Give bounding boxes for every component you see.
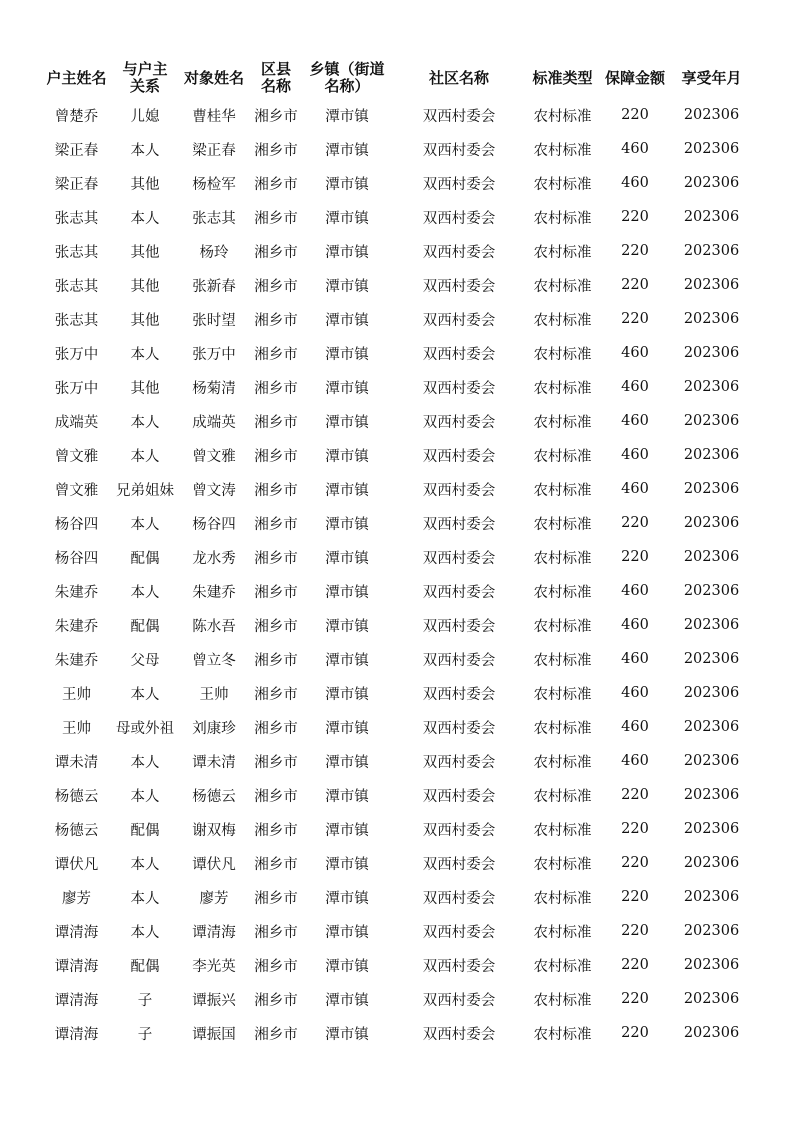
cell-subject-name: 谭振兴 xyxy=(192,992,236,1009)
table-row xyxy=(40,812,753,846)
cell-standard-type: 农村标准 xyxy=(533,516,592,533)
cell-amount: 460 xyxy=(621,379,649,395)
cell-head-name: 曾文雅 xyxy=(54,448,99,465)
cell-township: 潭市镇 xyxy=(325,482,369,499)
cell-period: 202306 xyxy=(683,617,740,633)
cell-amount: 460 xyxy=(621,413,649,429)
cell-relation: 本人 xyxy=(130,754,160,771)
cell-relation: 子 xyxy=(137,1026,153,1043)
cell-relation: 本人 xyxy=(130,346,160,363)
cell-standard-type: 农村标准 xyxy=(533,958,592,975)
cell-period: 202306 xyxy=(683,447,740,463)
cell-county: 湘乡市 xyxy=(254,924,298,941)
cell-county: 湘乡市 xyxy=(254,618,298,635)
cell-relation: 本人 xyxy=(130,210,160,227)
cell-subject-name: 张新春 xyxy=(192,278,236,295)
cell-township: 潭市镇 xyxy=(325,312,369,329)
table-row xyxy=(40,132,753,166)
cell-standard-type: 农村标准 xyxy=(533,108,592,125)
cell-head-name: 谭清海 xyxy=(54,924,99,941)
cell-amount: 460 xyxy=(621,481,649,497)
cell-standard-type: 农村标准 xyxy=(533,618,592,635)
table-row xyxy=(40,404,753,438)
header-relation: 与户主关系 xyxy=(122,60,168,95)
cell-county: 湘乡市 xyxy=(254,482,298,499)
cell-period: 202306 xyxy=(683,175,740,191)
document-page xyxy=(40,58,753,1050)
cell-head-name: 谭未清 xyxy=(54,754,99,771)
cell-township: 潭市镇 xyxy=(325,584,369,601)
cell-subject-name: 杨检军 xyxy=(192,176,236,193)
cell-standard-type: 农村标准 xyxy=(533,482,592,499)
cell-subject-name: 刘康珍 xyxy=(192,720,236,737)
cell-head-name: 梁正春 xyxy=(54,142,99,159)
cell-relation: 其他 xyxy=(130,312,160,329)
table-row xyxy=(40,166,753,200)
cell-relation: 本人 xyxy=(130,516,160,533)
cell-relation: 其他 xyxy=(130,380,160,397)
cell-standard-type: 农村标准 xyxy=(533,1026,592,1043)
cell-head-name: 杨谷四 xyxy=(54,516,99,533)
cell-period: 202306 xyxy=(683,821,740,837)
cell-community: 双西村委会 xyxy=(422,448,496,465)
cell-amount: 460 xyxy=(621,753,649,769)
table-row xyxy=(40,336,753,370)
cell-head-name: 朱建乔 xyxy=(54,584,99,601)
cell-subject-name: 成端英 xyxy=(192,414,236,431)
cell-head-name: 张志其 xyxy=(54,278,99,295)
cell-period: 202306 xyxy=(683,311,740,327)
cell-amount: 220 xyxy=(621,311,649,327)
cell-amount: 220 xyxy=(621,209,649,225)
cell-head-name: 朱建乔 xyxy=(54,652,99,669)
cell-head-name: 王帅 xyxy=(62,720,91,737)
cell-county: 湘乡市 xyxy=(254,380,298,397)
cell-community: 双西村委会 xyxy=(422,958,496,975)
cell-county: 湘乡市 xyxy=(254,958,298,975)
cell-county: 湘乡市 xyxy=(254,686,298,703)
cell-township: 潭市镇 xyxy=(325,380,369,397)
cell-amount: 220 xyxy=(621,107,649,123)
cell-township: 潭市镇 xyxy=(325,244,369,261)
cell-subject-name: 谭振国 xyxy=(192,1026,236,1043)
cell-county: 湘乡市 xyxy=(254,1026,298,1043)
cell-township: 潭市镇 xyxy=(325,652,369,669)
cell-relation: 其他 xyxy=(130,244,160,261)
cell-subject-name: 谭清海 xyxy=(192,924,236,941)
cell-relation: 子 xyxy=(137,992,153,1009)
cell-subject-name: 曾立冬 xyxy=(192,652,236,669)
cell-head-name: 王帅 xyxy=(62,686,91,703)
cell-subject-name: 曾文涛 xyxy=(192,482,236,499)
cell-head-name: 张万中 xyxy=(54,380,99,397)
cell-community: 双西村委会 xyxy=(422,380,496,397)
cell-standard-type: 农村标准 xyxy=(533,380,592,397)
cell-amount: 220 xyxy=(621,549,649,565)
cell-head-name: 谭清海 xyxy=(54,958,99,975)
cell-head-name: 谭清海 xyxy=(54,1026,99,1043)
cell-period: 202306 xyxy=(683,345,740,361)
cell-community: 双西村委会 xyxy=(422,754,496,771)
cell-community: 双西村委会 xyxy=(422,822,496,839)
cell-standard-type: 农村标准 xyxy=(533,244,592,261)
cell-relation: 配偶 xyxy=(130,550,160,567)
table-row xyxy=(40,234,753,268)
cell-county: 湘乡市 xyxy=(254,652,298,669)
table-row xyxy=(40,370,753,404)
cell-standard-type: 农村标准 xyxy=(533,720,592,737)
cell-amount: 220 xyxy=(621,243,649,259)
header-row xyxy=(40,58,753,98)
cell-period: 202306 xyxy=(683,107,740,123)
cell-amount: 460 xyxy=(621,345,649,361)
cell-relation: 父母 xyxy=(130,652,160,669)
cell-relation: 儿媳 xyxy=(130,108,160,125)
cell-head-name: 曾楚乔 xyxy=(54,108,99,125)
cell-relation: 本人 xyxy=(130,142,160,159)
header-period: 享受年月 xyxy=(681,68,742,87)
cell-relation: 兄弟姐妹 xyxy=(116,482,174,499)
cell-amount: 460 xyxy=(621,583,649,599)
cell-head-name: 梁正春 xyxy=(54,176,99,193)
cell-township: 潭市镇 xyxy=(325,788,369,805)
cell-township: 潭市镇 xyxy=(325,822,369,839)
cell-head-name: 廖芳 xyxy=(62,890,91,907)
table-row xyxy=(40,200,753,234)
cell-community: 双西村委会 xyxy=(422,584,496,601)
cell-subject-name: 陈水吾 xyxy=(192,618,236,635)
cell-county: 湘乡市 xyxy=(254,822,298,839)
cell-standard-type: 农村标准 xyxy=(533,176,592,193)
cell-county: 湘乡市 xyxy=(254,720,298,737)
cell-community: 双西村委会 xyxy=(422,244,496,261)
cell-amount: 220 xyxy=(621,515,649,531)
cell-community: 双西村委会 xyxy=(422,108,496,125)
cell-relation: 本人 xyxy=(130,448,160,465)
header-head-name: 户主姓名 xyxy=(46,68,107,87)
cell-community: 双西村委会 xyxy=(422,516,496,533)
cell-subject-name: 谭伏凡 xyxy=(192,856,236,873)
cell-community: 双西村委会 xyxy=(422,142,496,159)
cell-relation: 本人 xyxy=(130,414,160,431)
cell-county: 湘乡市 xyxy=(254,754,298,771)
cell-standard-type: 农村标准 xyxy=(533,584,592,601)
cell-relation: 配偶 xyxy=(130,822,160,839)
cell-standard-type: 农村标准 xyxy=(533,686,592,703)
cell-community: 双西村委会 xyxy=(422,550,496,567)
cell-community: 双西村委会 xyxy=(422,618,496,635)
cell-county: 湘乡市 xyxy=(254,448,298,465)
cell-period: 202306 xyxy=(683,209,740,225)
cell-relation: 本人 xyxy=(130,686,160,703)
cell-township: 潭市镇 xyxy=(325,346,369,363)
cell-period: 202306 xyxy=(683,957,740,973)
table-row xyxy=(40,472,753,506)
cell-amount: 220 xyxy=(621,277,649,293)
cell-township: 潭市镇 xyxy=(325,686,369,703)
cell-subject-name: 杨谷四 xyxy=(192,516,236,533)
cell-township: 潭市镇 xyxy=(325,754,369,771)
cell-county: 湘乡市 xyxy=(254,992,298,1009)
cell-county: 湘乡市 xyxy=(254,312,298,329)
cell-head-name: 杨德云 xyxy=(54,788,99,805)
cell-county: 湘乡市 xyxy=(254,210,298,227)
cell-standard-type: 农村标准 xyxy=(533,652,592,669)
cell-county: 湘乡市 xyxy=(254,550,298,567)
header-amount: 保障金额 xyxy=(604,68,665,87)
cell-head-name: 杨谷四 xyxy=(54,550,99,567)
cell-community: 双西村委会 xyxy=(422,278,496,295)
cell-standard-type: 农村标准 xyxy=(533,142,592,159)
table-row xyxy=(40,302,753,336)
cell-period: 202306 xyxy=(683,583,740,599)
cell-subject-name: 曾文雅 xyxy=(192,448,236,465)
cell-township: 潭市镇 xyxy=(325,210,369,227)
cell-relation: 本人 xyxy=(130,584,160,601)
header-subject-name: 对象姓名 xyxy=(183,68,244,87)
cell-county: 湘乡市 xyxy=(254,142,298,159)
cell-community: 双西村委会 xyxy=(422,720,496,737)
cell-subject-name: 曹桂华 xyxy=(192,108,236,125)
cell-head-name: 张志其 xyxy=(54,210,99,227)
cell-head-name: 杨德云 xyxy=(54,822,99,839)
cell-township: 潭市镇 xyxy=(325,550,369,567)
table-row xyxy=(40,676,753,710)
cell-period: 202306 xyxy=(683,855,740,871)
cell-community: 双西村委会 xyxy=(422,924,496,941)
cell-relation: 本人 xyxy=(130,924,160,941)
header-community: 社区名称 xyxy=(428,68,489,87)
cell-subject-name: 杨菊清 xyxy=(192,380,236,397)
cell-standard-type: 农村标准 xyxy=(533,822,592,839)
cell-township: 潭市镇 xyxy=(325,142,369,159)
cell-head-name: 曾文雅 xyxy=(54,482,99,499)
cell-township: 潭市镇 xyxy=(325,618,369,635)
cell-standard-type: 农村标准 xyxy=(533,856,592,873)
cell-standard-type: 农村标准 xyxy=(533,788,592,805)
cell-amount: 460 xyxy=(621,141,649,157)
table-row xyxy=(40,846,753,880)
cell-township: 潭市镇 xyxy=(325,414,369,431)
cell-standard-type: 农村标准 xyxy=(533,992,592,1009)
table-row xyxy=(40,778,753,812)
cell-head-name: 成端英 xyxy=(54,414,99,431)
cell-county: 湘乡市 xyxy=(254,584,298,601)
cell-relation: 本人 xyxy=(130,856,160,873)
cell-period: 202306 xyxy=(683,991,740,1007)
cell-subject-name: 廖芳 xyxy=(199,890,229,907)
cell-head-name: 谭清海 xyxy=(54,992,99,1009)
cell-standard-type: 农村标准 xyxy=(533,550,592,567)
cell-subject-name: 张志其 xyxy=(192,210,236,227)
cell-standard-type: 农村标准 xyxy=(533,414,592,431)
cell-relation: 配偶 xyxy=(130,958,160,975)
cell-amount: 460 xyxy=(621,651,649,667)
table-row xyxy=(40,98,753,132)
cell-relation: 本人 xyxy=(130,890,160,907)
cell-community: 双西村委会 xyxy=(422,890,496,907)
cell-county: 湘乡市 xyxy=(254,278,298,295)
cell-county: 湘乡市 xyxy=(254,176,298,193)
cell-period: 202306 xyxy=(683,549,740,565)
table-body xyxy=(40,98,753,1050)
table-row xyxy=(40,914,753,948)
cell-amount: 220 xyxy=(621,923,649,939)
table-row xyxy=(40,506,753,540)
cell-community: 双西村委会 xyxy=(422,312,496,329)
cell-period: 202306 xyxy=(683,685,740,701)
cell-county: 湘乡市 xyxy=(254,516,298,533)
table-row xyxy=(40,268,753,302)
cell-subject-name: 谢双梅 xyxy=(192,822,236,839)
table-row xyxy=(40,744,753,778)
cell-head-name: 张志其 xyxy=(54,244,99,261)
cell-period: 202306 xyxy=(683,243,740,259)
cell-head-name: 张志其 xyxy=(54,312,99,329)
cell-county: 湘乡市 xyxy=(254,890,298,907)
cell-period: 202306 xyxy=(683,277,740,293)
cell-township: 潭市镇 xyxy=(325,516,369,533)
cell-community: 双西村委会 xyxy=(422,686,496,703)
cell-township: 潭市镇 xyxy=(325,448,369,465)
cell-community: 双西村委会 xyxy=(422,992,496,1009)
cell-county: 湘乡市 xyxy=(254,788,298,805)
cell-township: 潭市镇 xyxy=(325,1026,369,1043)
cell-amount: 460 xyxy=(621,447,649,463)
table-row xyxy=(40,880,753,914)
cell-relation: 母或外祖 xyxy=(116,720,174,737)
cell-period: 202306 xyxy=(683,753,740,769)
cell-subject-name: 李光英 xyxy=(192,958,236,975)
cell-community: 双西村委会 xyxy=(422,482,496,499)
cell-standard-type: 农村标准 xyxy=(533,278,592,295)
cell-township: 潭市镇 xyxy=(325,856,369,873)
cell-amount: 460 xyxy=(621,719,649,735)
cell-subject-name: 杨德云 xyxy=(192,788,236,805)
header-county: 区县名称 xyxy=(260,60,291,95)
benefit-table xyxy=(40,58,753,1050)
cell-head-name: 谭伏凡 xyxy=(54,856,99,873)
cell-amount: 220 xyxy=(621,957,649,973)
cell-amount: 220 xyxy=(621,855,649,871)
cell-township: 潭市镇 xyxy=(325,924,369,941)
cell-amount: 460 xyxy=(621,175,649,191)
cell-period: 202306 xyxy=(683,719,740,735)
cell-subject-name: 龙水秀 xyxy=(192,550,236,567)
table-row xyxy=(40,948,753,982)
cell-subject-name: 张时望 xyxy=(192,312,236,329)
cell-township: 潭市镇 xyxy=(325,958,369,975)
table-row xyxy=(40,574,753,608)
cell-subject-name: 王帅 xyxy=(199,686,229,703)
cell-amount: 220 xyxy=(621,787,649,803)
cell-community: 双西村委会 xyxy=(422,346,496,363)
cell-community: 双西村委会 xyxy=(422,210,496,227)
table-row xyxy=(40,982,753,1016)
table-row xyxy=(40,438,753,472)
cell-period: 202306 xyxy=(683,889,740,905)
cell-township: 潭市镇 xyxy=(325,108,369,125)
table-row xyxy=(40,642,753,676)
cell-head-name: 朱建乔 xyxy=(54,618,99,635)
cell-standard-type: 农村标准 xyxy=(533,210,592,227)
cell-period: 202306 xyxy=(683,413,740,429)
cell-county: 湘乡市 xyxy=(254,244,298,261)
cell-township: 潭市镇 xyxy=(325,992,369,1009)
header-township: 乡镇（街道名称） xyxy=(309,60,385,95)
cell-subject-name: 杨玲 xyxy=(199,244,229,261)
cell-period: 202306 xyxy=(683,923,740,939)
cell-standard-type: 农村标准 xyxy=(533,312,592,329)
table-row xyxy=(40,710,753,744)
cell-township: 潭市镇 xyxy=(325,176,369,193)
cell-relation: 本人 xyxy=(130,788,160,805)
cell-community: 双西村委会 xyxy=(422,788,496,805)
table-header xyxy=(40,58,753,98)
cell-standard-type: 农村标准 xyxy=(533,346,592,363)
cell-county: 湘乡市 xyxy=(254,856,298,873)
cell-county: 湘乡市 xyxy=(254,346,298,363)
cell-head-name: 张万中 xyxy=(54,346,99,363)
cell-relation: 其他 xyxy=(130,176,160,193)
cell-period: 202306 xyxy=(683,651,740,667)
cell-period: 202306 xyxy=(683,1025,740,1041)
cell-period: 202306 xyxy=(683,379,740,395)
cell-county: 湘乡市 xyxy=(254,414,298,431)
cell-community: 双西村委会 xyxy=(422,414,496,431)
cell-township: 潭市镇 xyxy=(325,720,369,737)
cell-township: 潭市镇 xyxy=(325,278,369,295)
table-row xyxy=(40,1016,753,1050)
header-standard-type: 标准类型 xyxy=(532,68,593,87)
cell-period: 202306 xyxy=(683,787,740,803)
cell-community: 双西村委会 xyxy=(422,1026,496,1043)
cell-period: 202306 xyxy=(683,515,740,531)
cell-subject-name: 梁正春 xyxy=(192,142,236,159)
cell-subject-name: 朱建乔 xyxy=(192,584,236,601)
cell-subject-name: 谭未清 xyxy=(192,754,236,771)
table-row xyxy=(40,540,753,574)
table-row xyxy=(40,608,753,642)
cell-relation: 其他 xyxy=(130,278,160,295)
cell-standard-type: 农村标准 xyxy=(533,448,592,465)
cell-standard-type: 农村标准 xyxy=(533,890,592,907)
cell-amount: 220 xyxy=(621,821,649,837)
cell-amount: 220 xyxy=(621,991,649,1007)
cell-county: 湘乡市 xyxy=(254,108,298,125)
cell-period: 202306 xyxy=(683,481,740,497)
cell-community: 双西村委会 xyxy=(422,856,496,873)
cell-subject-name: 张万中 xyxy=(192,346,236,363)
cell-relation: 配偶 xyxy=(130,618,160,635)
cell-period: 202306 xyxy=(683,141,740,157)
cell-amount: 460 xyxy=(621,685,649,701)
cell-standard-type: 农村标准 xyxy=(533,924,592,941)
cell-community: 双西村委会 xyxy=(422,176,496,193)
cell-amount: 220 xyxy=(621,1025,649,1041)
cell-township: 潭市镇 xyxy=(325,890,369,907)
cell-community: 双西村委会 xyxy=(422,652,496,669)
cell-amount: 220 xyxy=(621,889,649,905)
cell-standard-type: 农村标准 xyxy=(533,754,592,771)
cell-amount: 460 xyxy=(621,617,649,633)
